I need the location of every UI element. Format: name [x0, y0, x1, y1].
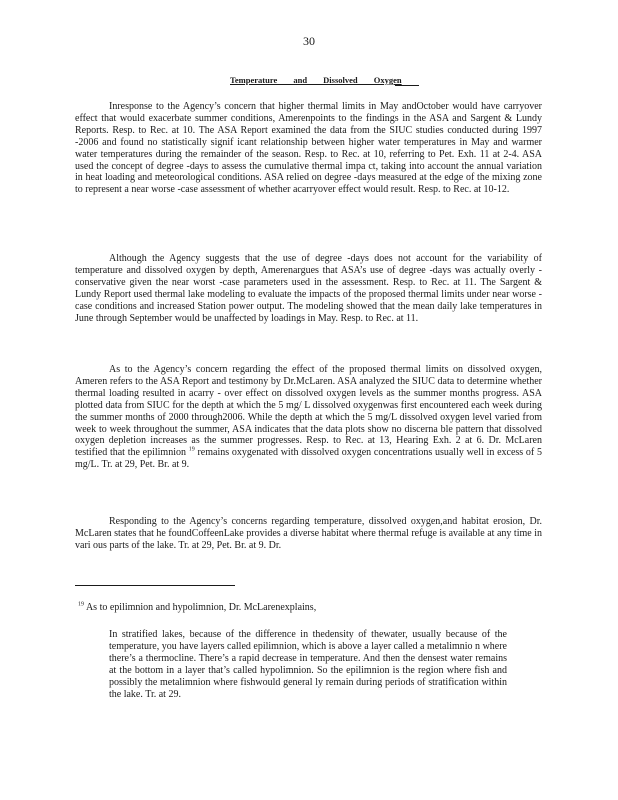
paragraph-carryover: Inresponse to the Agency’s concern that higher thermal limits in May andOctober would have carryover effect that would exacerbate summer conditions, Amerenpoints to the findings in the ASA and Sargent & Lundy Reports. Resp. to Rec. at 10. The ASA Report examined the data from the SIUC studies conducted during 1997 -2006 and found no statistically signif icant relationship between higher water temperatures in May and warmer water temperatures during the remainder of the season. Resp. to Rec. at 10, referring to Pet. Exh. 11 at 2-4. ASA used the concept of degree -days to assess the cumulative thermal impa ct, taking into account the annual variation in heat loading and meteorological conditions. ASA relied on degree -days measured at the edge of the mixing zone to represent a near worse -case assessment of whether acarryover effect would result. Resp. to Rec. at 10-12.: [75, 101, 542, 196]
footnote-intro-text: As to epilimnion and hypolimnion, Dr. McLarenexplains,: [85, 602, 317, 613]
paragraph-dissolved-oxygen: [75, 364, 542, 471]
footnote-intro: [78, 602, 316, 613]
footnote-reference[interactable]: 19: [188, 447, 195, 454]
footnote-block-quote: In stratified lakes, because of the difference in thedensity of thewater, usually because of the temperature, you have layers called epilimnion, which is above a layer called a metalimnio n where there’s a thermocline. There’s a rapid decrease in temperature. And then the densest water remains at the bottom in a layer that’s called hypolimnion. So the epilimnion is the region where fish and possibly the metalimnion where fishwould general ly remain during periods of stratification within the lake. Tr. at 29.: [109, 629, 507, 700]
footnote-number: 19: [78, 601, 84, 608]
footnote-divider: [75, 585, 235, 586]
paragraph-habitat: Responding to the Agency’s concerns regarding temperature, dissolved oxygen,and habitat erosion, Dr. McLaren states that he foundCoffeenLake provides a diverse habitat where thermal refuge is available at any time in vari ous parts of the lake. Tr. at 29, Pet. Br. at 9. Dr.: [75, 516, 542, 551]
section-heading: Temperature and Dissolved Oxygen: [230, 75, 402, 85]
paragraph-text-before: As to the Agency’s concern regarding the effect of the proposed thermal limits on dissolved oxygen, Ameren refers to the ASA Report and testimony by Dr.McLaren. ASA analyzed the SIUC data to determine whether thermal loading resulted in acarry - over effect on dissolved oxygen levels as the summer months progress. ASA plotted data from SIUC for the depth at which the 5 mg/ L dissolved oxygenwas first encountered each week during the summer months of 2000 through2006. While the depth at which the 5 mg/L dissolved oxygen level varied from week to week throughout the summer, ASA indicates that the data plots show no discerna ble pattern that dissolved oxygen depletion increases as the summer progresses. Resp. to Rec. at 13, Hearing Exh. 2 at 6. Dr. McLaren testified that the epilimnion: [75, 364, 542, 459]
heading-underline: [395, 85, 419, 86]
page-number: 30: [303, 34, 315, 48]
paragraph-degree-days: Although the Agency suggests that the use of degree -days does not account for the variability of temperature and dissolved oxygen by depth, Amerenargues that ASA’s use of degree -days was actually overly -conservative given the near worst -case parameters used in the assessment. Resp. to Rec. at 11. The Sargent & Lundy Report used thermal lake modeling to evaluate the impacts of the proposed thermal limits under near worse -case conditions and increased Station power output. The modeling showed that the mean daily lake temperatures in June through September would be unaffected by loadings in May. Resp. to Rec. at 11.: [75, 253, 542, 324]
paragraph-text-after: remains oxygenated with dissolved oxygen concentrations usually well in excess of 5 mg/L. Tr. at 29, Pet. Br. at 9.: [75, 447, 542, 471]
